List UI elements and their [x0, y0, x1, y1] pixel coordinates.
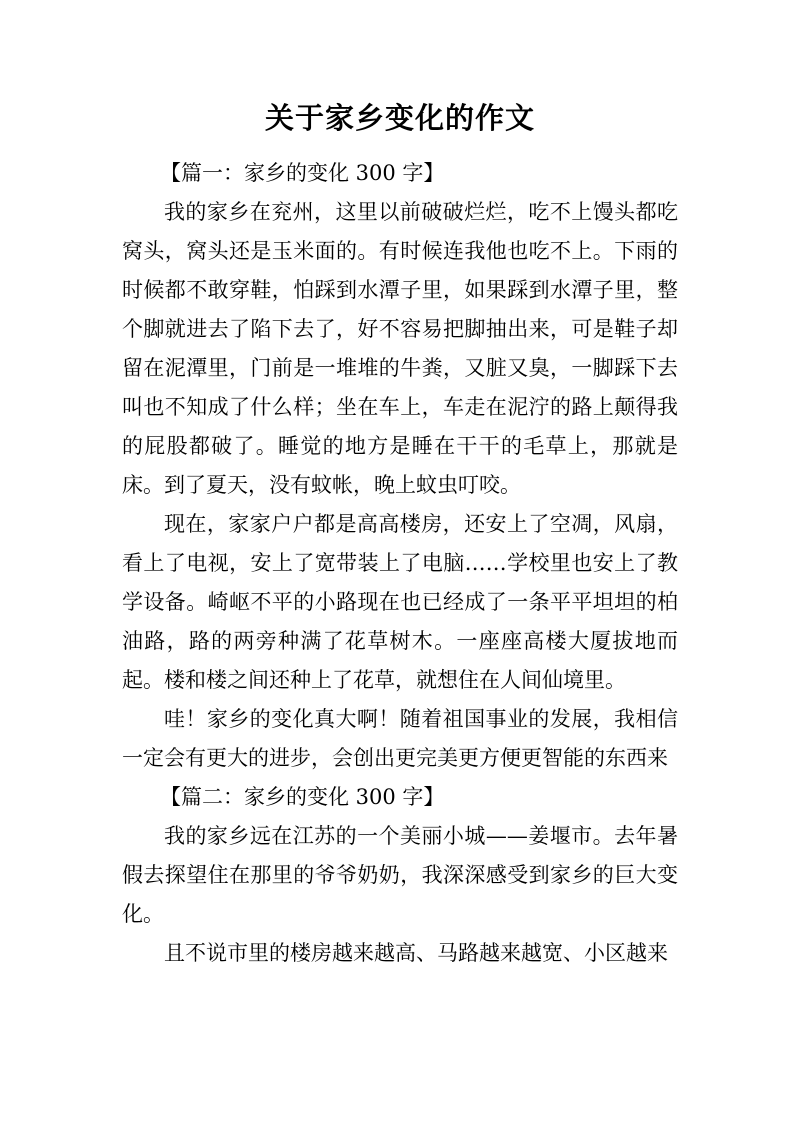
document-body	[122, 154, 678, 973]
paragraph: 现在，家家户户都是高高楼房，还安上了空凋，风扇，看上了电视，安上了宽带装上了电脑……学校里也安上了教学设备。崎岖不平的小路现在也已经成了一条平平坦坦的柏油路，路的两旁种满了花草树木。一座座高楼大厦拔地而起。楼和楼之间还种上了花草，就想住在人间仙境里。	[122, 512, 678, 692]
section-heading: 【篇一：家乡的变化 300 字】	[160, 161, 445, 185]
document-title: 关于家乡变化的作文	[264, 101, 535, 135]
paragraph: 哇！家乡的变化真大啊！随着祖国事业的发展，我相信一定会有更大的进步，会创出更完美更方便更智能的东西来	[122, 707, 678, 770]
paragraph: 且不说市里的楼房越来越高、马路越来越宽、小区越来	[164, 941, 668, 965]
paragraph: 我的家乡在兖州，这里以前破破烂烂，吃不上馒头都吃窝头，窝头还是玉米面的。有时候连我他也吃不上。下雨的时候都不敢穿鞋，怕踩到水潭子里，如果踩到水潭子里，整个脚就进去了陷下去了，好不容易把脚抽出来，可是鞋子却留在泥潭里，门前是一堆堆的牛粪，又脏又臭，一脚踩下去叫也不知成了什么样；坐在车上，车走在泥泞的路上颠得我的屁股都破了。睡觉的地方是睡在干干的毛草上，那就是床。到了夏天，没有蚊帐，晚上蚊虫叮咬。	[122, 200, 678, 497]
section-heading: 【篇二：家乡的变化 300 字】	[160, 785, 445, 809]
paragraph: 我的家乡远在江苏的一个美丽小城——姜堰市。去年暑假去探望住在那里的爷爷奶奶，我深深感受到家乡的巨大变化。	[122, 824, 678, 926]
